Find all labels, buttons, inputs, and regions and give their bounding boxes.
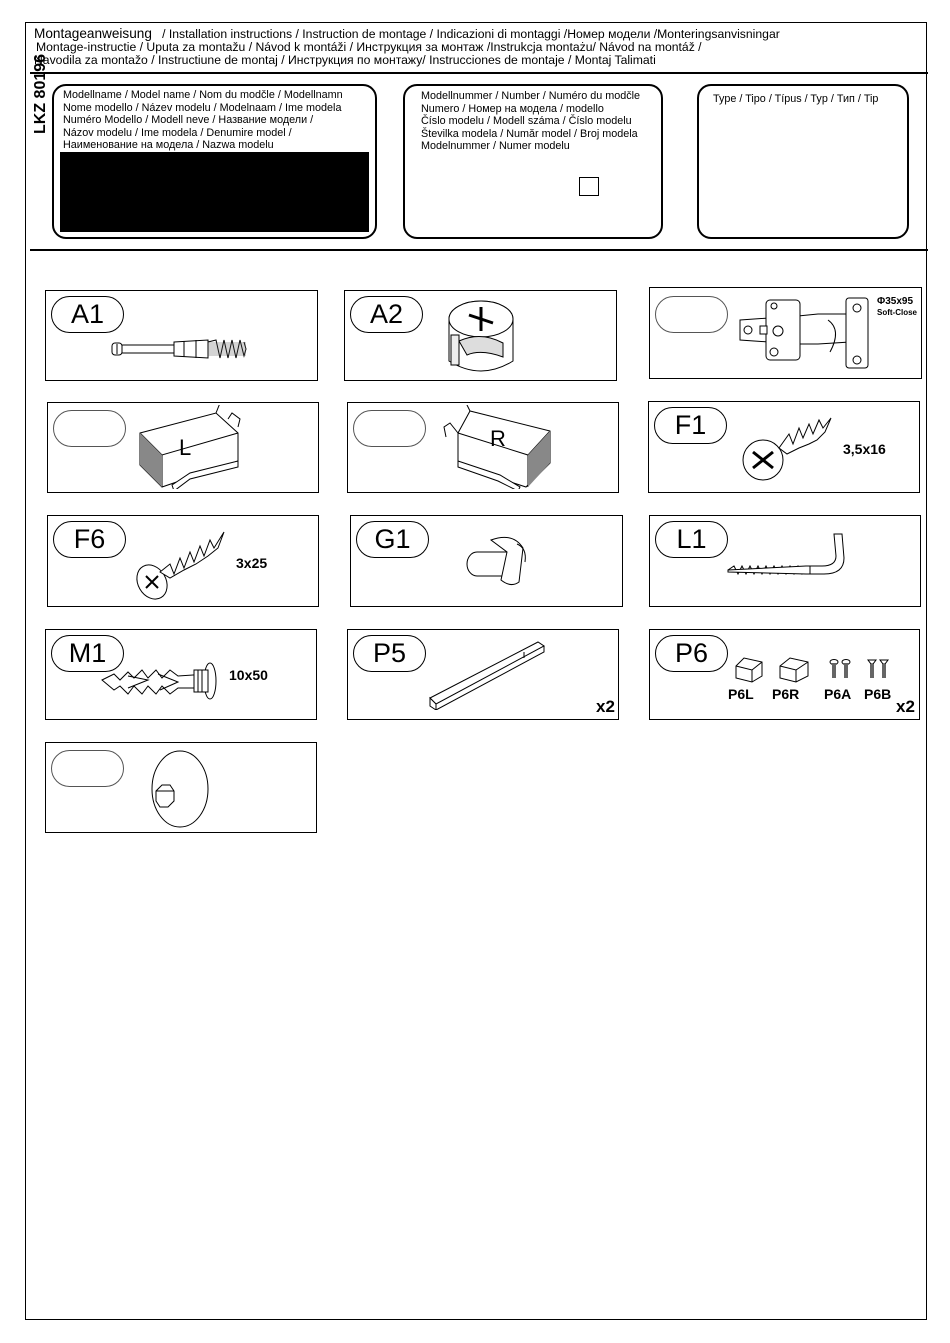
hinge-size: Φ35x95 xyxy=(877,296,914,307)
product-code: LKZ 80196 xyxy=(32,53,49,134)
part-qty: x2 xyxy=(896,697,915,716)
part-pad xyxy=(45,742,317,833)
screw-f6-icon xyxy=(134,524,234,604)
cam-bolt-icon xyxy=(106,331,256,367)
part-code xyxy=(51,750,124,787)
rail-icon xyxy=(426,638,550,710)
bracket-left-letter: L xyxy=(179,435,192,460)
type-label: Type / Tipo / Típus / Typ / Тип / Tip xyxy=(713,93,879,105)
model-name-label: Názov modelu / Ime modela / Denumire model / xyxy=(63,126,292,139)
part-p5 xyxy=(347,629,619,720)
part-size: 3,5x16 xyxy=(843,441,886,457)
bracket-left-icon xyxy=(134,405,254,489)
clips-set-icon xyxy=(734,654,904,684)
part-m1 xyxy=(45,629,317,720)
shelf-support-icon xyxy=(461,526,541,596)
part-code xyxy=(655,296,728,333)
header-title-translations: / Installation instructions / Instruction de montage / Indicazioni di montaggi /Номер модели /Monteringsanvisningar xyxy=(162,27,780,41)
part-code: P5 xyxy=(353,635,426,672)
model-number-label: Modellnummer / Number / Numéro du modčle xyxy=(421,90,641,102)
wall-plug-icon xyxy=(98,656,222,704)
model-name-label: Nome modello / Název modelu / Modelnaam / Ime modela xyxy=(63,101,342,114)
hook-screw-icon xyxy=(726,528,856,588)
part-code: A2 xyxy=(350,296,423,333)
model-number-label: Številka modela / Număr model / Broj modela xyxy=(421,127,638,140)
sub-part-p6r: P6R xyxy=(772,686,800,702)
part-a1 xyxy=(45,290,318,381)
part-bracket-left xyxy=(47,402,319,493)
pad-icon xyxy=(146,749,226,829)
hinge-note: Soft-Close xyxy=(877,308,917,317)
model-number-label: Číslo modelu / Modell száma / Číslo modelu xyxy=(421,115,632,128)
type-box xyxy=(697,84,909,239)
part-qty: x2 xyxy=(596,697,615,716)
model-name-label: Numéro Modello / Modell neve / Название модели / xyxy=(63,114,314,127)
part-a2 xyxy=(344,290,617,381)
model-name-label: Modellname / Model name / Nom du modčle / Modellnamn xyxy=(63,89,343,101)
part-l1 xyxy=(649,515,921,607)
model-name-label: Наименование на модела / Nazwa modelu xyxy=(63,139,274,152)
part-code: L1 xyxy=(655,521,728,558)
part-size: 10x50 xyxy=(229,667,268,683)
cam-lock-icon xyxy=(445,295,515,377)
model-number-checkbox xyxy=(579,177,599,196)
part-code: M1 xyxy=(51,635,124,672)
info-divider xyxy=(30,249,928,251)
part-size: 3x25 xyxy=(236,555,268,571)
model-number-box xyxy=(403,84,663,239)
header-line-2: Montage-instructie / Uputa za montažu / Návod k montáži / Инструкция за монтаж /Instrukcja montażu/ Návod na montáž / xyxy=(36,40,702,55)
part-code xyxy=(353,410,426,447)
part-code xyxy=(53,410,126,447)
part-code: G1 xyxy=(356,521,429,558)
model-number-label: Numero / Номер на модела / modello xyxy=(421,102,604,115)
part-f1 xyxy=(648,401,920,493)
sub-part-p6b: P6B xyxy=(864,686,892,702)
part-g1 xyxy=(350,515,623,607)
part-code: P6 xyxy=(655,635,728,672)
part-f6 xyxy=(47,515,319,607)
part-p6 xyxy=(649,629,920,720)
header-line-3: Navodila za montažo / Instructiune de montaj / Инструкция по монтажу/ Instrucciones de montaje / Montaj Talimati xyxy=(34,53,656,68)
header-title: Montageanweisung xyxy=(34,26,152,41)
header-divider xyxy=(30,72,928,74)
hinge-icon xyxy=(738,294,878,374)
model-number-label: Modelnummer / Numer modelu xyxy=(421,140,570,153)
model-name-value-redacted xyxy=(60,152,369,232)
part-code: A1 xyxy=(51,296,124,333)
part-code: F6 xyxy=(53,521,126,558)
part-code: F1 xyxy=(654,407,727,444)
bracket-right-letter: R xyxy=(490,426,506,451)
sub-part-p6l: P6L xyxy=(728,686,754,702)
instruction-header xyxy=(34,27,929,68)
screw-f1-icon xyxy=(739,412,839,482)
part-hinge xyxy=(649,287,922,379)
part-bracket-right xyxy=(347,402,619,493)
sub-part-p6a: P6A xyxy=(824,686,852,702)
